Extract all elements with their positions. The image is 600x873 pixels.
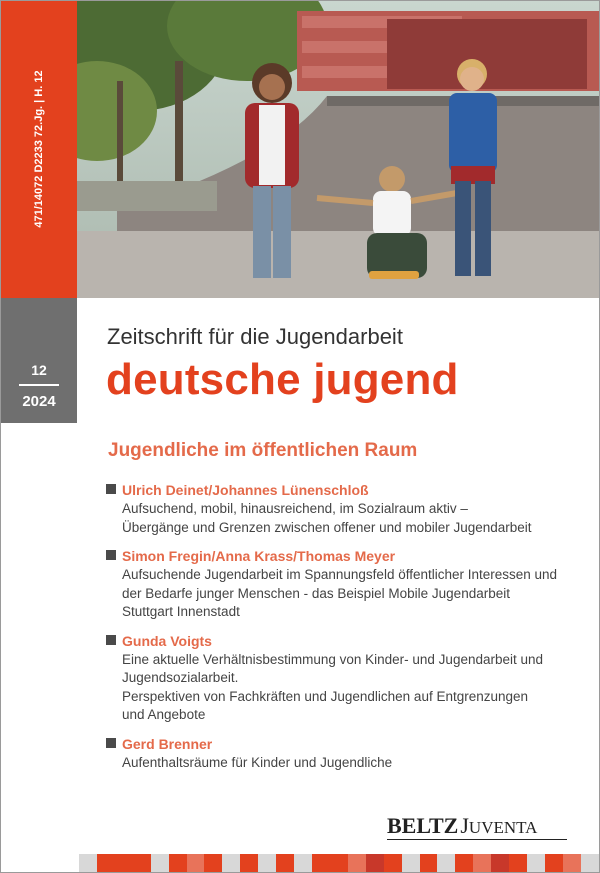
bullet-square-icon	[106, 635, 116, 645]
article-text-line: Aufenthaltsräume für Kinder und Jugendliche	[122, 754, 393, 770]
stripe-segment	[115, 854, 133, 872]
article-text-line: Übergänge und Grenzen zwischen offener und mobiler Jugendarbeit	[122, 519, 532, 535]
stripe-segment	[563, 854, 581, 872]
issue-divider	[19, 384, 59, 386]
stripe-segment	[97, 854, 115, 872]
article-text-line: Stuttgart Innenstadt	[122, 604, 240, 619]
stripe-segment	[294, 854, 312, 872]
publisher-juventa-initial: J	[460, 813, 469, 838]
stripe-segment	[151, 854, 169, 872]
article-text-line: Perspektiven von Fachkräften und Jugendlichen auf Entgrenzungen	[122, 688, 529, 704]
article-item	[106, 481, 576, 537]
publisher-beltz: BELTZ	[387, 813, 459, 838]
stripe-segment	[437, 854, 455, 872]
stripe-segment	[276, 854, 294, 872]
stripe-segment	[509, 854, 527, 872]
article-text-line: Aufsuchende Jugendarbeit im Spannungsfeld öffentlicher Interessen und	[122, 567, 558, 582]
article-text-line: Eine aktuelle Verhältnisbestimmung von Kinder- und Jugendarbeit und	[122, 651, 544, 667]
publisher-underline	[387, 839, 567, 840]
bullet-square-icon	[106, 484, 116, 494]
publisher-juventa	[460, 813, 537, 838]
issue-number: 12	[31, 362, 47, 378]
stripe-segment	[204, 854, 222, 872]
stripe-segment	[366, 854, 384, 872]
stripe-segment	[473, 854, 491, 872]
decorative-stripe-bar	[79, 854, 599, 872]
stripe-segment	[384, 854, 402, 872]
stripe-segment	[545, 854, 563, 872]
stripe-segment	[258, 854, 276, 872]
stripe-segment	[240, 854, 258, 872]
stripe-segment	[420, 854, 438, 872]
stripe-segment	[491, 854, 509, 872]
stripe-segment	[312, 854, 330, 872]
article-author: Gunda Voigts	[122, 632, 212, 649]
article-item	[106, 632, 576, 725]
article-text-line: Aufsuchend, mobil, hinausreichend, im Sozialraum aktiv –	[122, 501, 468, 516]
article-text-line: und Angebote	[122, 707, 206, 722]
article-list	[106, 481, 576, 782]
article-text-line: der Bedarfe junger Menschen - das Beispiel Mobile Jugendarbeit	[122, 585, 510, 601]
publisher-juventa-rest: UVENTA	[468, 818, 538, 837]
article-author: Gerd Brenner	[122, 735, 213, 752]
cover-photo	[77, 1, 599, 298]
journal-subtitle: Zeitschrift für die Jugendarbeit	[107, 324, 403, 349]
article-author: Ulrich Deinet/Johannes Lünenschloß	[122, 482, 369, 498]
stripe-segment	[455, 854, 473, 872]
issue-topic: Jugendliche im öffentlichen Raum	[108, 440, 418, 461]
stripe-segment	[169, 854, 187, 872]
bullet-square-icon	[106, 550, 116, 560]
journal-title: deutsche jugend	[106, 355, 459, 404]
side-band-red	[1, 1, 77, 298]
stripe-segment	[187, 854, 205, 872]
stripe-segment	[330, 854, 348, 872]
stripe-segment	[527, 854, 545, 872]
stripe-segment	[402, 854, 420, 872]
issue-year: 2024	[22, 393, 56, 410]
stripe-segment	[581, 854, 599, 872]
article-item	[106, 547, 576, 622]
issue-meta: 471/14072 D2233 72.Jg. | H. 12	[33, 70, 45, 228]
article-author: Simon Fregin/Anna Krass/Thomas Meyer	[122, 548, 396, 564]
stripe-segment	[79, 854, 97, 872]
stripe-segment	[222, 854, 240, 872]
article-item	[106, 735, 576, 773]
side-band-grey	[1, 298, 77, 423]
stripe-segment	[348, 854, 366, 872]
bullet-square-icon	[106, 738, 116, 748]
stripe-segment	[133, 854, 151, 872]
article-text-line: Jugendsozialarbeit.	[122, 670, 239, 685]
publisher-logo	[387, 813, 537, 839]
